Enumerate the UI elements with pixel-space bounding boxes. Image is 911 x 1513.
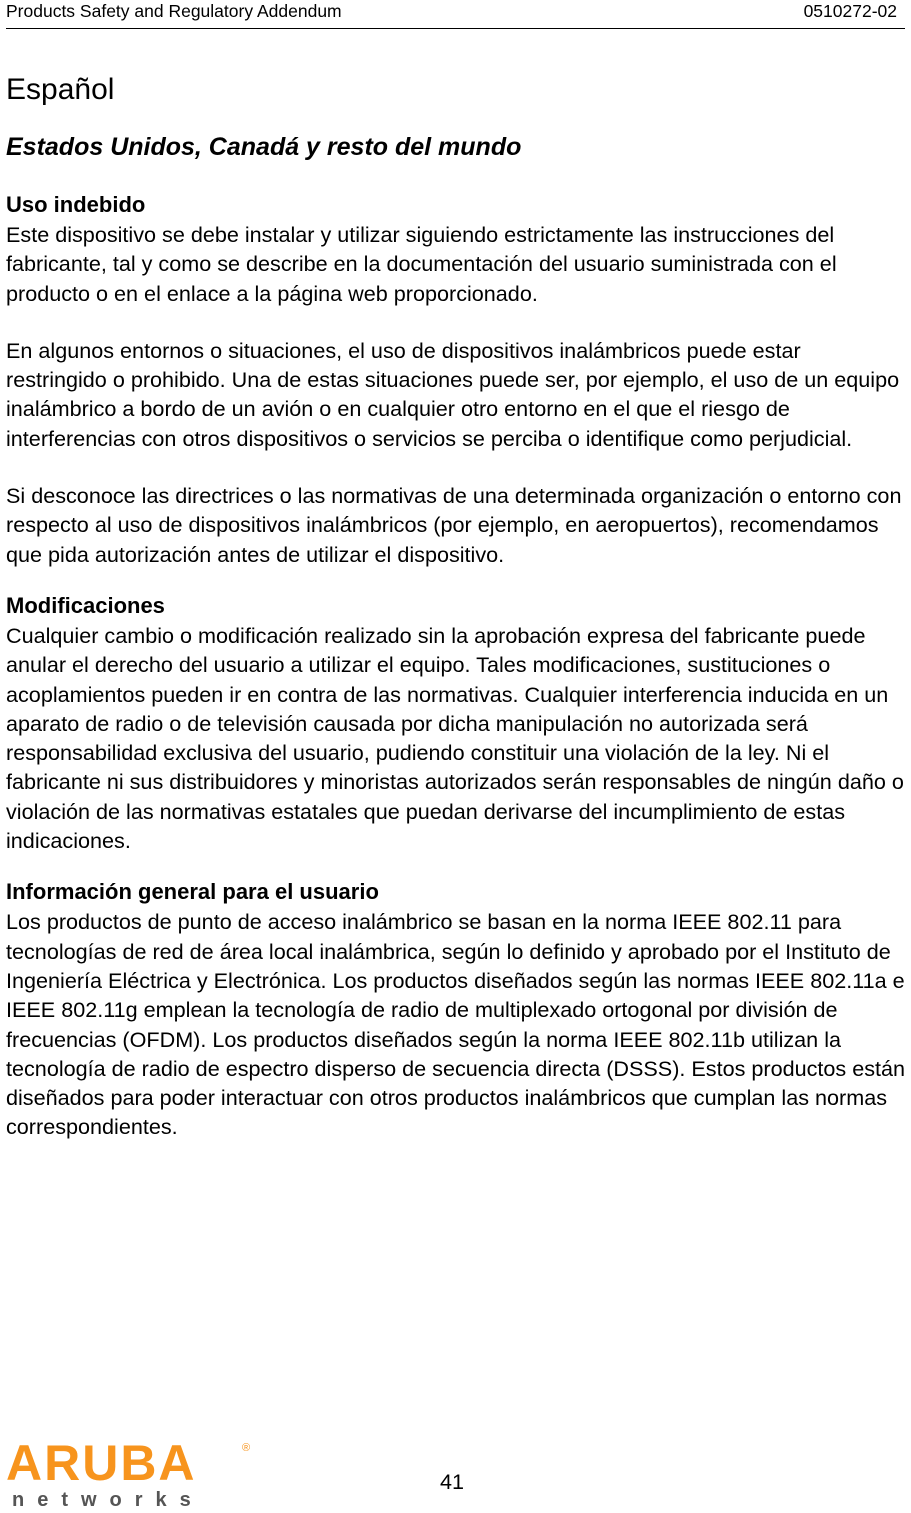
section-heading-user-info: Información general para el usuario bbox=[6, 879, 379, 905]
section-modifications bbox=[6, 593, 906, 855]
language-title: Español bbox=[6, 73, 115, 106]
section-heading-modifications: Modificaciones bbox=[6, 592, 165, 618]
page-header bbox=[6, 0, 905, 29]
document-title: Products Safety and Regulatory Addendum bbox=[6, 1, 342, 21]
paragraph: En algunos entornos o situaciones, el uso de dispositivos inalámbricos puede estar restringido o prohibido. Una de estas situaciones puede ser, por ejemplo, el uso de un equipo inalámbrico a bordo de un avión o en cualquier otro entorno en el que el riesgo de interferencias con otros dispositivos o servicios se perciba o identifique como perjudicial. bbox=[6, 337, 900, 451]
logo-wordmark: ARUBA bbox=[6, 1435, 197, 1491]
page-number: 41 bbox=[440, 1469, 465, 1494]
section-misuse bbox=[6, 192, 906, 569]
section-user-info bbox=[6, 879, 906, 1141]
aruba-networks-logo bbox=[6, 1435, 256, 1513]
page-content bbox=[6, 70, 906, 1142]
logo-subtext: networks bbox=[12, 1489, 204, 1511]
registered-mark: ® bbox=[242, 1442, 251, 1454]
paragraph: Cualquier cambio o modificación realizado sin la aprobación expresa del fabricante puede anular el derecho del usuario a utilizar el equipo. Tales modificaciones, sustituciones o acoplamientos pueden ir en contra de las normativas. Cualquier interferencia inducida en un aparato de radio o de televisión causada por dicha manipulación no autorizada será responsabilidad exclusiva del usuario, pudiendo constituir una violación de la ley. Ni el fabricante ni sus distribuidores y minoristas autorizados serán responsables de ningún daño o violación de las normativas estatales que puedan derivarse del incumplimiento de estas indicaciones. bbox=[6, 622, 904, 854]
paragraph: Este dispositivo se debe instalar y utilizar siguiendo estrictamente las instrucciones del fabricante, tal y como se describe en la documentación del usuario suministrada con el producto o en el enlace a la página web proporcionado. bbox=[6, 222, 837, 306]
document-number: 0510272-02 bbox=[803, 1, 897, 21]
paragraph: Los productos de punto de acceso inalámbrico se basan en la norma IEEE 802.11 para tecnologías de red de área local inalámbrica, según lo definido y aprobado por el Instituto de Ingeniería Eléctrica y Electrónica. Los productos diseñados según las normas IEEE 802.11a e IEEE 802.11g emplean la tecnología de radio de multiplexado ortogonal por división de frecuencias (OFDM). Los productos diseñados según la norma IEEE 802.11b utilizan la tecnología de radio de espectro disperso de secuencia directa (DSSS). Estos productos están diseñados para poder interactuar con otros productos inalámbricos que cumplan las normas correspondientes. bbox=[6, 909, 906, 1140]
region-title: Estados Unidos, Canadá y resto del mundo bbox=[6, 133, 522, 161]
paragraph: Si desconoce las directrices o las normativas de una determinada organización o entorno con respecto al uso de dispositivos inalámbricos (por ejemplo, en aeropuertos), recomendamos que pida autorización antes de utilizar el dispositivo. bbox=[6, 483, 902, 567]
section-heading-misuse: Uso indebido bbox=[6, 192, 146, 217]
